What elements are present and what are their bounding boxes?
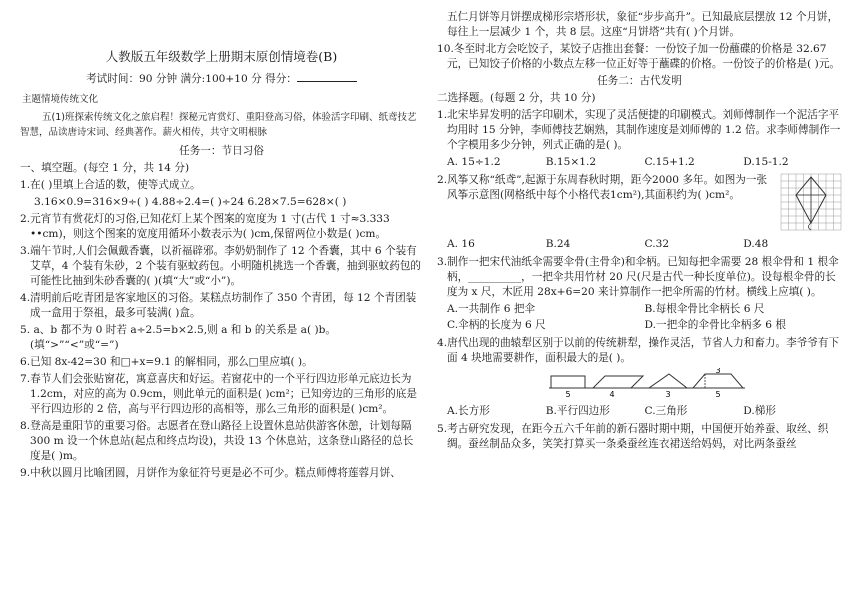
option-a: A. 16 bbox=[447, 238, 475, 251]
option-b: B.平行四边形 bbox=[545, 404, 610, 417]
option-c: C.32 bbox=[644, 238, 670, 251]
section-two-heading: 二选择题。(每题 2 分，共 10 分) bbox=[437, 92, 596, 105]
choice-3-options bbox=[437, 302, 842, 332]
choice-question-3: 3.制作一把宋代油纸伞需要伞骨(主骨伞)和伞柄。已知每把伞需要 28 根伞骨和 1 根伞柄，__________，一把伞共用竹材 20 尺(尺是古代一种长度单位)。设每根伞骨的长度为 x 尺，木匠用 28x+6=20 来计算制作一把伞所需的竹材。横线上应填( )。 bbox=[437, 256, 839, 299]
question-10: 10.冬至时北方会吃饺子，某饺子店推出套餐：一份饺子加一份蘸碟的价格是 32.67 元，已知饺子价格的小数点左移一位正好等于蘸碟的价格。一份饺子的价格是( )元。 bbox=[437, 43, 841, 71]
choice-question-1: 1.北宋毕昇发明的活字印刷术，实现了灵活便捷的印刷模式。刘师傅制作一个泥活字平均用时 15 分钟，李师傅技艺娴熟，其制作速度是刘师傅的 1.2 倍。求李师傅制作一个字模用多少分钟，列式正确的是( )。 bbox=[437, 109, 841, 152]
shape-label-rect: 5 bbox=[565, 389, 571, 398]
option-b: B.15×1.2 bbox=[545, 156, 597, 169]
intro-paragraph: 五(1)班探索传统文化之旅启程！探秘元宵赏灯、重阳登高习俗，体验活字印刷、纸鸢技艺智慧，品读唐诗宋词、经典著作。薪火相传，共守文明根脉 bbox=[20, 112, 417, 139]
question-3: 3.端午节时,人们会佩戴香囊，以祈福辟邪。李奶奶制作了 12 个香囊，其中 6 个装有艾草，4 个装有朱砂，2 个装有驱蚊药包。小明随机挑选一个香囊，抽到驱蚊药包的可能性比抽到朱砂香囊的( )(填“大”或“小”)。 bbox=[20, 244, 421, 287]
option-c: C.伞柄的长度为 6 尺 bbox=[447, 318, 546, 331]
question-1-equations: 3.16×0.9=316×9÷( ) 4.88÷2.4=( )÷24 6.28×7.5=628×( ) bbox=[34, 195, 347, 208]
option-b: B.每根伞骨比伞柄长 6 尺 bbox=[644, 303, 765, 316]
choice-question-4: 4.唐代出现的曲辕犁区别于以前的传统耕犁，操作灵活，节省人力和畜力。李爷爷有下面 4 块地需要耕作，面积最大的是( )。 bbox=[437, 336, 840, 364]
left-column bbox=[20, 10, 423, 608]
option-c: C.三角形 bbox=[644, 404, 688, 417]
shape-label-trap-top: 3 bbox=[715, 367, 721, 375]
shape-label-trap-bottom: 5 bbox=[715, 389, 721, 398]
exam-meta bbox=[20, 70, 423, 87]
choice-2-options bbox=[437, 237, 842, 252]
choice-4-options bbox=[437, 404, 842, 419]
question-9: 9.中秋以圆月比喻团圆，月饼作为象征符号更是必不可少。糕点师傅将莲蓉月饼、 bbox=[20, 467, 401, 480]
option-a: A.长方形 bbox=[447, 404, 490, 417]
section-one-heading: 一、填空题。(每空 1 分，共 14 分) bbox=[20, 161, 190, 174]
choice-question-2: 2.风筝又称“纸鸢”,起源于东周春秋时期，距今2000 多年。如图为一张风筝示意图(网格纸中每个小格代表1cm²),其面积约为( )cm²。 bbox=[437, 174, 768, 202]
option-d: D.48 bbox=[743, 238, 769, 251]
field-shapes-icon bbox=[547, 368, 747, 398]
question-6: 6.已知 8x-42=30 和□+x=9.1 的解相同，那么□里应填( )。 bbox=[20, 356, 313, 369]
shape-label-para: 4 bbox=[609, 389, 615, 398]
option-a: A.一共制作 6 把伞 bbox=[447, 303, 536, 316]
task-two-heading: 任务二：古代发明 bbox=[597, 75, 682, 88]
question-2: 2.元宵节有赏花灯的习俗,已知花灯上某个图案的宽度为 1 寸(古代 1 寸≈3.333 ••cm)，则这个图案的宽度用循环小数表示为( )cm,保留两位小数是( )cm。 bbox=[20, 212, 390, 240]
option-b: B.24 bbox=[545, 238, 571, 251]
question-5: 5. a、b 都不为 0 时若 a÷2.5=b×2.5,则 a 和 b 的关系是 a( )b。 (填“>”“<”或“=”) bbox=[20, 323, 336, 352]
option-d: D.一把伞的伞骨比伞柄多 6 根 bbox=[644, 318, 786, 331]
field-shapes-figure bbox=[547, 368, 842, 403]
choice-question-2-block bbox=[437, 173, 842, 236]
option-a: A. 15÷1.2 bbox=[447, 156, 501, 169]
kite-grid-figure bbox=[780, 173, 842, 236]
score-blank bbox=[297, 70, 357, 82]
task-one-heading: 任务一：节日习俗 bbox=[179, 144, 264, 157]
exam-title: 人教版五年级数学上册期末原创情境卷(B) bbox=[105, 49, 338, 64]
question-1: 1.在( )里填上合适的数，使等式成立。 bbox=[20, 178, 201, 191]
question-7: 7.春节人们会张贴窗花，寓意喜庆和好运。若窗花中的一个平行四边形单元底边长为 1.2cm，对应的高为 0.9cm，则此单元的面积是( )cm²；已知旁边的三角形的底是平行四边形的 2 倍，高与平行四边形的高相等，那么三角形的面积是( )cm²。 bbox=[20, 373, 417, 416]
kite-grid-icon bbox=[780, 173, 842, 231]
exam-meta-text: 考试时间：90 分钟 满分:100+10 分 得分： bbox=[86, 72, 297, 85]
option-d: D.梯形 bbox=[743, 404, 776, 417]
theme-heading: 主题情境传统文化 bbox=[22, 93, 99, 105]
right-column bbox=[437, 10, 842, 608]
question-9-continued: 五仁月饼等月饼摆成梯形宗塔形状，象征“步步高升”。已知最底层摆放 12 个月饼，每往上一层减少 1 个，共 8 层。这座“月饼塔”共有( )个月饼。 bbox=[447, 11, 839, 39]
option-c: C.15+1.2 bbox=[644, 156, 695, 169]
shape-label-tri: 3 bbox=[665, 389, 671, 398]
choice-question-5: 5.考古研究发现，在距今五六千年前的新石器时期中期，中国便开始养蚕、取丝、织绸。蚕丝制品众多，笑笑打算买一条桑蚕丝连衣裙送给妈妈，对比两条蚕丝 bbox=[437, 422, 829, 450]
question-4: 4.清明前后吃青团是客家地区的习俗。某糕点坊制作了 350 个青团，每 12 个青团装成一盒用于祭祖，最多可装满( )盒。 bbox=[20, 291, 417, 319]
option-d: D.15-1.2 bbox=[743, 156, 789, 169]
question-8: 8.登高是重阳节的重要习俗。志愿者在登山路径上设置休息站供游客休憩，计划每隔 300 m 设一个休息站(起点和终点均设)，共设 13 个休息站，这条登山路径的总长度是( )m。 bbox=[20, 420, 414, 463]
choice-1-options bbox=[437, 155, 842, 170]
